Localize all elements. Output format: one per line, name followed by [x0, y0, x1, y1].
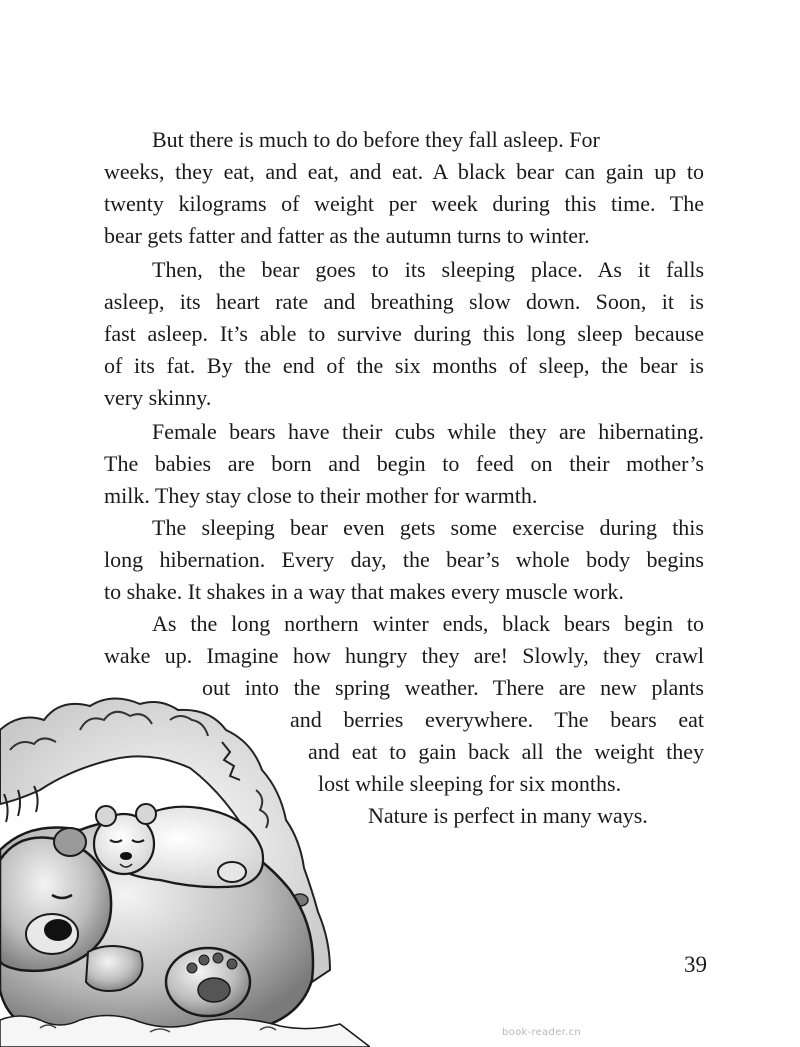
sleeping-bears-illustration: [0, 690, 370, 1047]
text-line: weeks, they eat, and eat, and eat. A black bear can gain up to: [104, 159, 704, 184]
text-line: wake up. Imagine how hungry they are! Slowly, they crawl: [104, 643, 704, 668]
page-number: 39: [684, 952, 707, 977]
text-line: The babies are born and begin to feed on their mother’s: [104, 451, 704, 476]
text-line: lost while sleeping for six months.: [318, 771, 622, 796]
text-line: As the long northern winter ends, black bears begin to: [152, 611, 704, 636]
text-line: and berries everywhere. The bears eat: [290, 707, 704, 732]
text-line: Nature is perfect in many ways.: [368, 803, 648, 828]
text-line: But there is much to do before they fall asleep. For: [152, 127, 600, 152]
text-line: and eat to gain back all the weight they: [308, 739, 704, 764]
text-line: fast asleep. It’s able to survive during this long sleep because: [104, 321, 704, 346]
text-line: twenty kilograms of weight per week during this time. The: [104, 191, 704, 216]
text-line: asleep, its heart rate and breathing slow down. Soon, it is: [104, 289, 704, 314]
watermark: book-reader.cn: [502, 1027, 582, 1038]
text-line: to shake. It shakes in a way that makes every muscle work.: [104, 579, 624, 604]
text-line: out into the spring weather. There are new plants: [202, 675, 704, 700]
text-line: milk. They stay close to their mother for warmth.: [104, 483, 538, 508]
text-line: bear gets fatter and fatter as the autumn turns to winter.: [104, 223, 590, 248]
text-line: very skinny.: [104, 385, 212, 410]
text-line: The sleeping bear even gets some exercise during this: [152, 515, 704, 540]
text-line: Then, the bear goes to its sleeping place. As it falls: [152, 257, 704, 282]
text-line: of its fat. By the end of the six months of sleep, the bear is: [104, 353, 704, 378]
text-line: long hibernation. Every day, the bear’s whole body begins: [104, 547, 704, 572]
text-line: Female bears have their cubs while they are hibernating.: [152, 419, 704, 444]
